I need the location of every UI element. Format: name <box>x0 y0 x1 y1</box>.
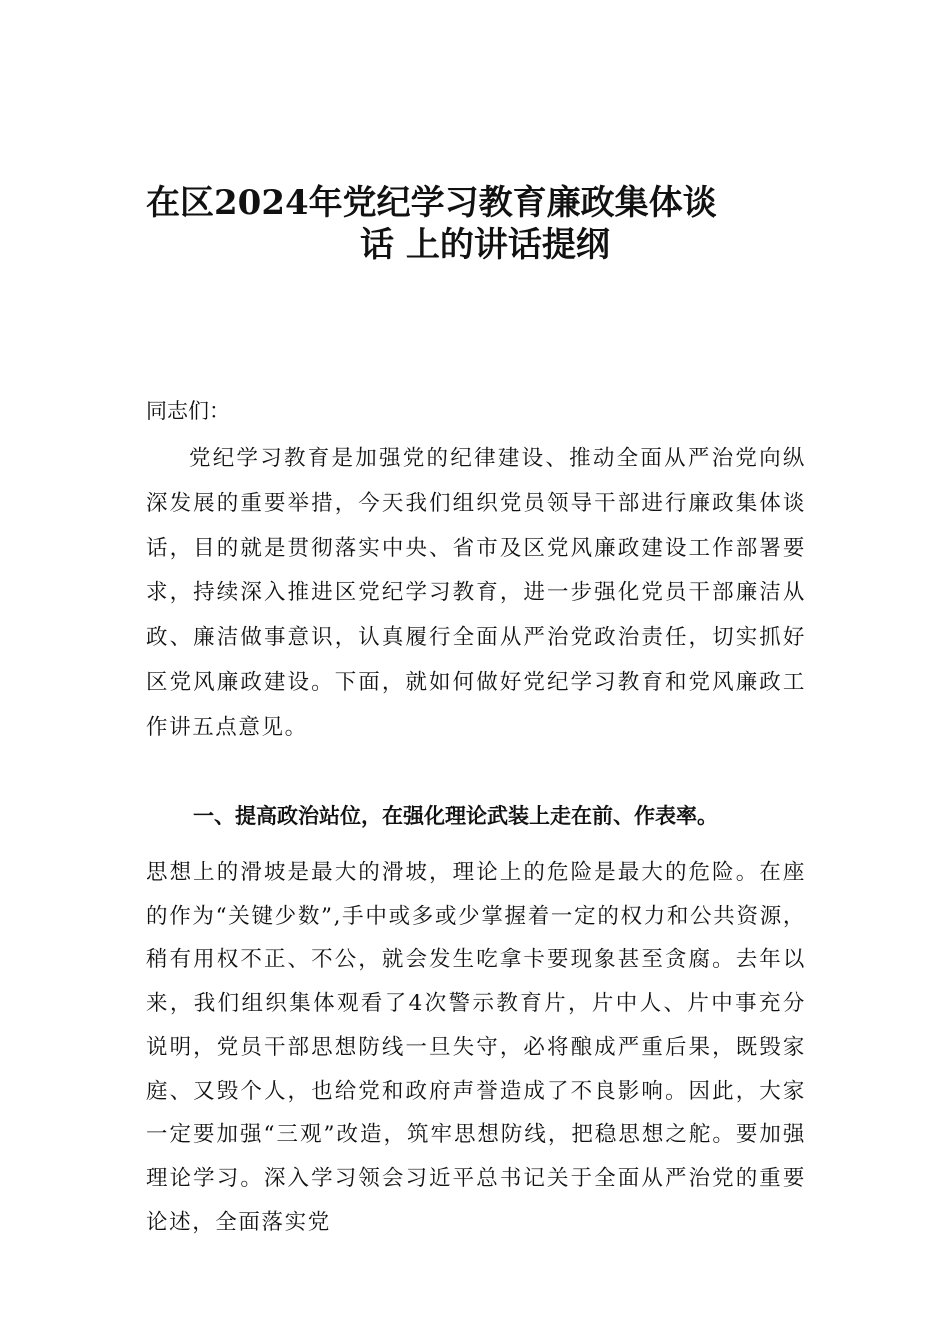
salutation: 同志们： <box>146 399 230 423</box>
title-line-1: 在区2024年党纪学习教育廉政集体谈 <box>146 183 717 223</box>
section-1-heading: 一、提高政治站位，在强化理论武装上走在前、作表率。 <box>193 804 718 828</box>
section-1-paragraph: 思想上的滑坡是最大的滑坡，理论上的危险是最大的危险。在座的作为“关键少数”,手中或多或少掌握着一定的权力和公共资源，稍有用权不正、不公，就会发生吃拿卡要现象甚至贪腐。去年以来，我们组织集体观看了4次警示教育片，片中人、片中事充分说明，党员干部思想防线一旦失守，必将酿成严重后果，既毁家庭、又毁个人，也给党和政府声誉造成了不良影响。因此，大家一定要加强“三观”改造，筑牢思想防线，把稳思想之舵。要加强理论学习。深入学习领会习近平总书记关于全面从严治党的重要论述，全面落实党 <box>146 860 806 1235</box>
title-line-2: 话 上的讲话提纲 <box>360 225 610 265</box>
intro-paragraph: 党纪学习教育是加强党的纪律建设、推动全面从严治党向纵深发展的重要举措，今天我们组织党员领导干部进行廉政集体谈话，目的就是贯彻落实中央、省市及区党风廉政建设工作部署要求，持续深入推进区党纪学习教育，进一步强化党员干部廉洁从政、廉洁做事意识，认真履行全面从严治党政治责任，切实抓好区党风廉政建设。下面，就如何做好党纪学习教育和党风廉政工作讲五点意见。 <box>146 446 806 740</box>
